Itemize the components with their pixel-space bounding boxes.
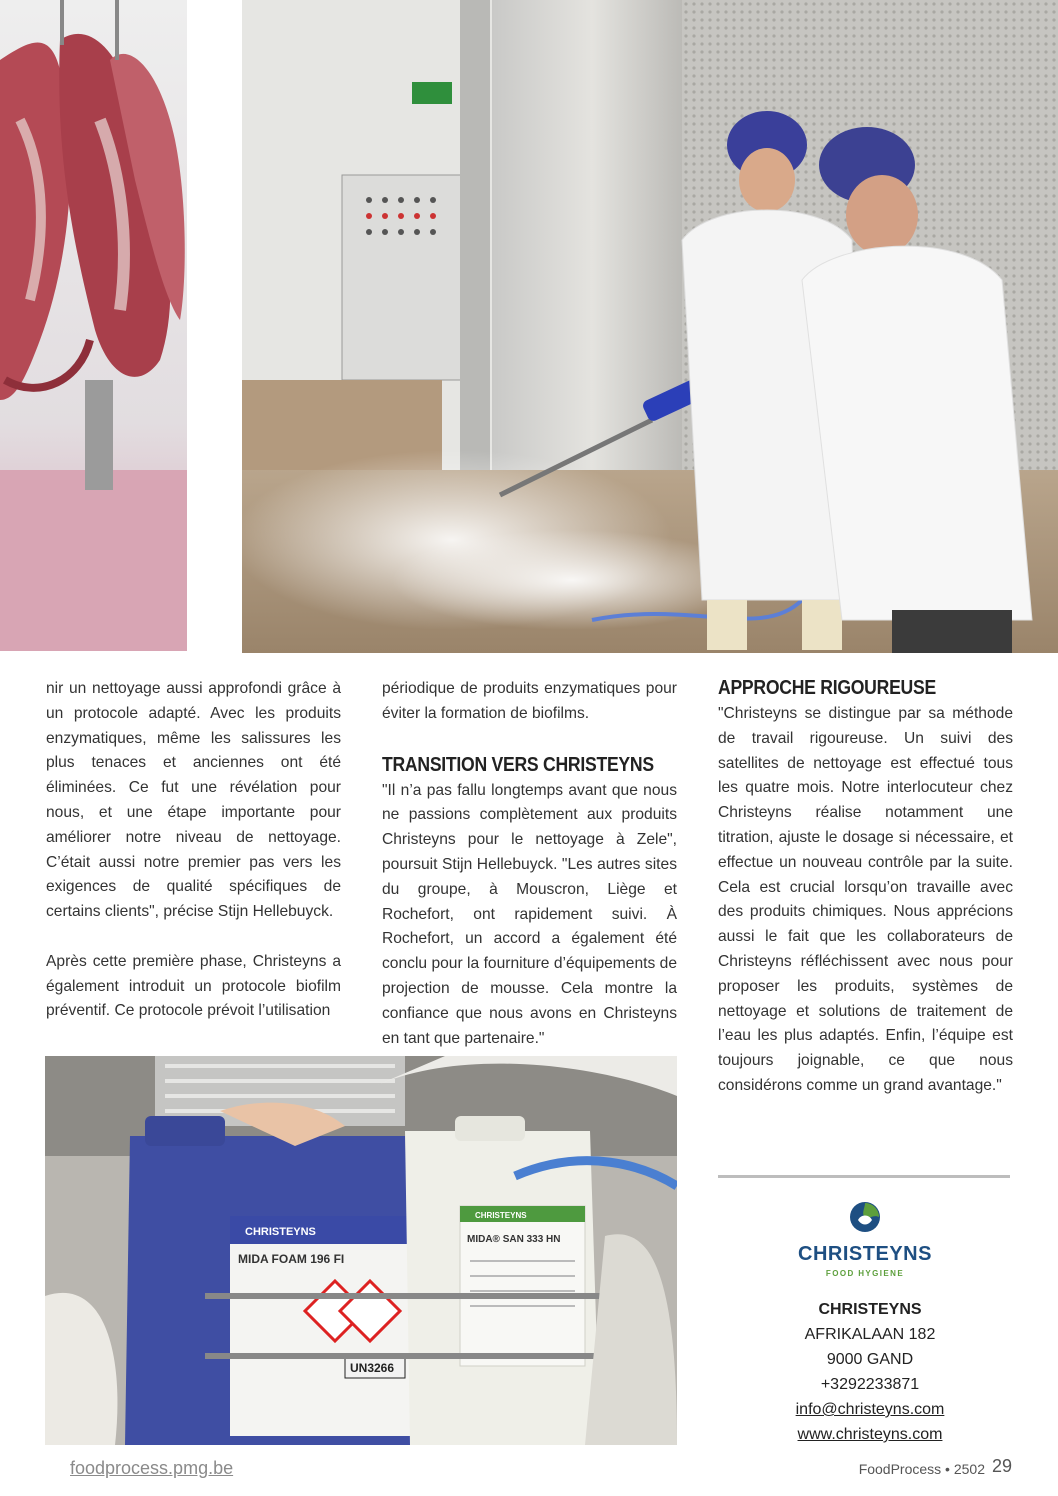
section-heading-approche: APPROCHE RIGOUREUSE — [718, 677, 936, 699]
paragraph: "Christeyns se distingue par sa méthode de travail rigoureuse. Un suivi des satellites de nettoyage est effectué tous les quatre mois. Notre interlocuteur chez Christeyns réalise notamment une titration, ajuste le dosage si nécessaire, et effectue un nouveau contrôle par la suite. Cela est crucial lorsqu’on travaille avec des produits chimiques. Nous apprécions aussi le fait que les collaborateurs de Christeyns réfléchissent avec nous pour proposer les produits, systèmes de nettoyage et solutions de traitement de l’eau les plus adaptés. Enfin, l’équipe est toujours joignable, ce que nous considérons comme un grand avantage." — [718, 705, 1013, 1094]
photo-carcass — [0, 0, 187, 651]
paragraph: Après cette première phase, Christeyns a également introduit un protocole biofilm préventif. Ce protocole prévoit l’utilisation — [46, 952, 341, 1020]
contact-email-link[interactable]: info@christeyns.com — [795, 1401, 945, 1418]
white-canister-brand: CHRISTEYNS — [475, 1211, 527, 1220]
paragraph: nir un nettoyage aussi approfondi grâce à un protocole adapté. Avec les produits enzymatiques, même les salissures les plus tenaces et anciennes ont été éliminées. Ce fut une révélation pour nous, et une étape importante pour améliorer notre niveau de nettoyage. C’était aussi notre premier pas vers les exigences de qualité spécifiques de certains clients", précise Stijn Hellebuyck. — [46, 680, 341, 921]
logo-tagline: FOOD HYGIENE — [825, 1269, 905, 1278]
blue-canister-product: MIDA FOAM 196 FI — [238, 1252, 345, 1266]
contact-website-link[interactable]: www.christeyns.com — [797, 1426, 943, 1443]
photo-cleaning — [242, 0, 1058, 653]
christeyns-logo — [790, 1200, 940, 1278]
article-column-3 — [718, 674, 1013, 1099]
article-column-1 — [46, 677, 341, 1024]
page-number: 29 — [991, 1456, 1012, 1476]
christeyns-logo-mark-icon — [847, 1200, 883, 1234]
contact-phone: +3292233871 — [820, 1376, 920, 1393]
logo-wordmark: CHRISTEYNS — [798, 1243, 932, 1265]
white-canister-product: MIDA® SAN 333 HN — [467, 1234, 561, 1245]
blue-canister-brand: CHRISTEYNS — [245, 1226, 316, 1238]
footer-magazine-issue: FoodProcess • 2502 — [858, 1461, 985, 1477]
paragraph: "Il n’a pas fallu longtemps avant que nous ne passions complètement aux produits Christeyns pour le nettoyage à Zele", poursuit Stijn Hellebuyck. "Les autres sites du groupe, à Mouscron, Liège et Rochefort, ont rapidement suivi. À Rochefort, un accord a également été conclu pour la fourniture d’équipements de projection de mousse. Cela montre la confiance que nous avons en Christeyns en tant que partenaire." — [382, 781, 677, 1047]
paragraph: périodique de produits enzymatiques pour éviter la formation de biofilms. — [382, 680, 677, 722]
contact-company: CHRISTEYNS — [818, 1301, 922, 1318]
contact-city: 9000 GAND — [826, 1351, 914, 1368]
footer-website-link[interactable]: foodprocess.pmg.be — [70, 1458, 234, 1478]
contact-block — [760, 1297, 980, 1447]
blue-canister-un: UN3266 — [350, 1361, 395, 1375]
contact-street: AFRIKALAAN 182 — [804, 1326, 936, 1343]
sidebar-divider — [718, 1175, 1010, 1178]
section-heading-transition: TRANSITION VERS CHRISTEYNS — [382, 753, 654, 776]
article-column-2 — [382, 677, 677, 1051]
photo-canisters — [45, 1056, 677, 1445]
